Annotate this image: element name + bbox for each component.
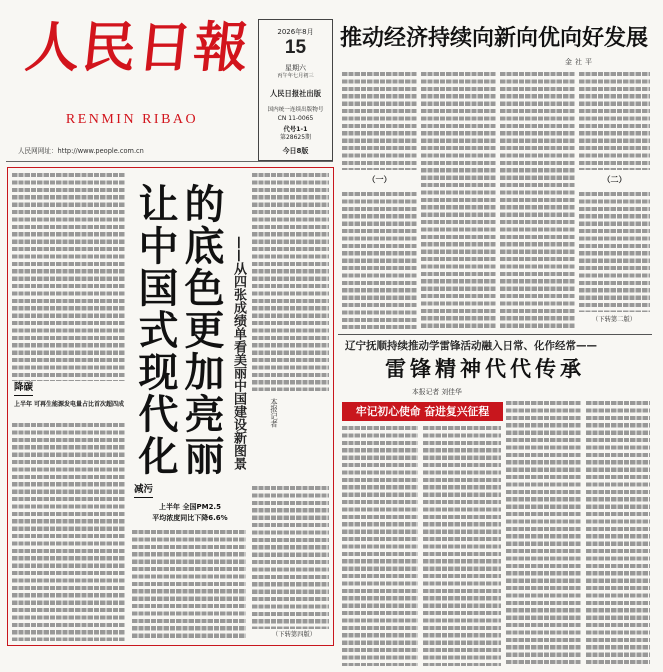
editorial-section-marker: （二）: [602, 175, 627, 184]
lead-section-label: 减污: [134, 485, 153, 498]
masthead-pinyin: RENMIN RIBAO: [65, 112, 199, 127]
editorial-body-column: [579, 72, 650, 170]
editorial-byline: 金社平: [565, 58, 595, 66]
lead-byline: 本报记者: [270, 398, 279, 428]
issue-number: 第28625期: [279, 134, 312, 141]
section-divider: [338, 334, 652, 335]
page-count: 今日8版: [282, 147, 309, 155]
leifeng-body-column: [506, 401, 581, 666]
lead-section-subtitle: 上半年 全国PM2.5: [159, 503, 221, 511]
leifeng-body-column: [586, 401, 650, 666]
lead-continued-note: （下转第四版）: [272, 631, 317, 638]
serial-label: 国内统一连续出版物号: [267, 107, 324, 113]
editorial-body-column: [421, 72, 496, 329]
lead-body-column: [252, 173, 329, 391]
date-weekday: 星期六: [285, 64, 306, 72]
leifeng-byline: 本报记者 刘佳华: [412, 388, 462, 396]
leifeng-body-column: [423, 426, 501, 666]
lead-body-column: [252, 486, 329, 629]
lead-subheadline: ——从四张成绩单看美丽中国建设新图景: [231, 236, 246, 470]
red-slogan-banner: 牢记初心使命 奋进复兴征程: [342, 402, 503, 421]
lead-section-label: 降碳: [14, 383, 33, 396]
editorial-body-column: [342, 192, 417, 329]
editorial-body-column: [579, 192, 650, 312]
date-day: 15: [284, 37, 307, 58]
leifeng-body-column: [342, 426, 418, 666]
masthead-logo: 人民日報: [22, 15, 254, 79]
lead-body-column: [12, 423, 125, 641]
editorial-headline: 推动经济持续向新向优向好发展: [340, 26, 649, 51]
serial-number: CN 11-0065: [277, 115, 314, 122]
editorial-body-column: [500, 72, 575, 329]
lead-section-subtitle: 平均浓度同比下降6.6%: [152, 514, 228, 522]
leifeng-kicker: 辽宁抚顺持续推动学雷锋活动融入日常、化作经常——: [345, 340, 597, 352]
masthead-divider: [6, 161, 333, 162]
lead-body-column: [12, 173, 125, 381]
date-lunar: 丙午年七月初三: [277, 73, 314, 79]
leifeng-headline: 雷锋精神代代传承: [385, 357, 585, 381]
lead-body-column: [132, 530, 246, 641]
lead-headline: 让中国式现代化的底色更加亮丽: [132, 183, 225, 477]
lead-section-subtitle: 上半年 可再生能源发电量占比首次超四成: [13, 401, 125, 408]
editorial-continued-note: （下转第二版）: [592, 316, 637, 323]
editorial-body-column: [342, 72, 417, 170]
publisher-line: 人民日报社出版: [269, 89, 322, 98]
postal-code: 代号1-1: [283, 126, 308, 133]
website-line: 人民网网址：http://www.people.com.cn: [18, 147, 144, 155]
date-year-month: 2026年8月: [277, 28, 314, 36]
editorial-section-marker: （一）: [367, 175, 392, 184]
